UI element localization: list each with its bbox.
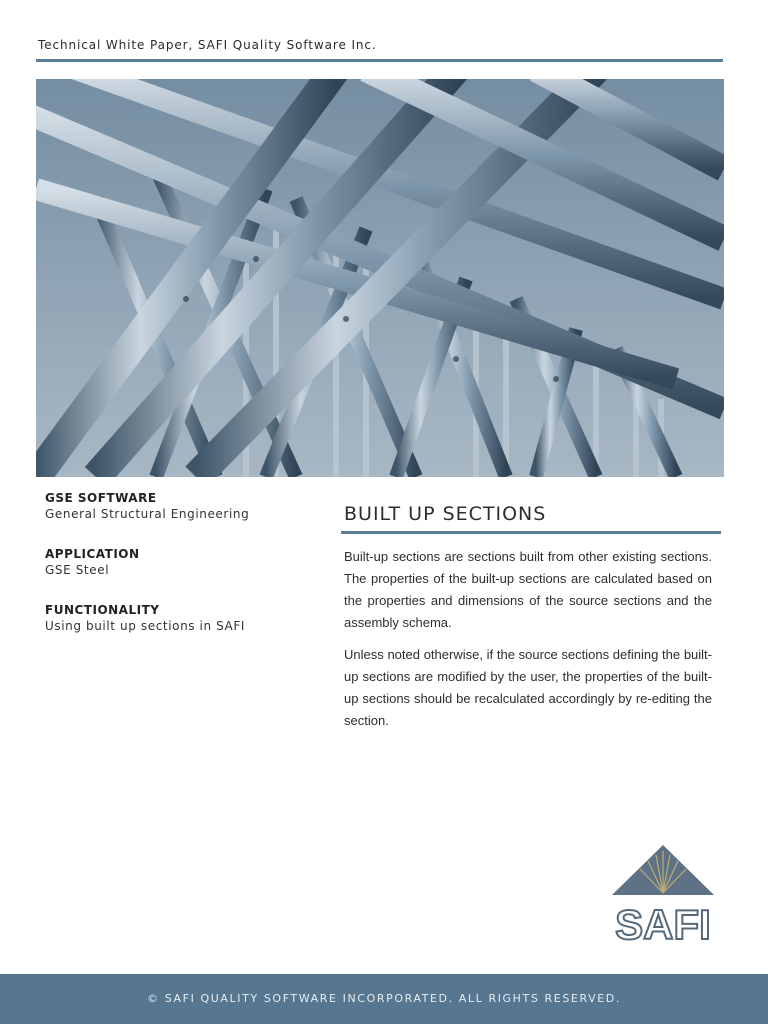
meta-value: Using built up sections in SAFI [45, 619, 245, 633]
meta-heading: GSE SOFTWARE [45, 491, 157, 505]
title-divider [341, 531, 721, 534]
meta-heading: APPLICATION [45, 547, 140, 561]
document-header: Technical White Paper, SAFI Quality Software Inc. [38, 38, 377, 52]
copyright-text: © SAFI QUALITY SOFTWARE INCORPORATED. ALL RIGHTS RESERVED. [147, 992, 621, 1005]
meta-heading: FUNCTIONALITY [45, 603, 160, 617]
meta-value: GSE Steel [45, 563, 110, 577]
meta-value: General Structural Engineering [45, 507, 250, 521]
meta-block-application [45, 547, 315, 577]
meta-block-functionality [45, 603, 315, 633]
logo-wordmark: SAFI [615, 901, 711, 943]
safi-logo [610, 843, 716, 943]
meta-block-software [45, 491, 315, 521]
page-footer [0, 974, 768, 1024]
article-paragraph: Built-up sections are sections built from other existing sections. The properties of the built-up sections are calculated based on the properties and dimensions of the source sections and the assembly schema. [344, 549, 712, 630]
header-divider [36, 59, 723, 62]
article-title: BUILT UP SECTIONS [344, 503, 547, 525]
steel-truss-photo [36, 79, 724, 477]
article-paragraph: Unless noted otherwise, if the source sections defining the built-up sections are modified by the user, the properties of the built-up sections should be recalculated accordingly by re-editing the section. [344, 647, 712, 728]
